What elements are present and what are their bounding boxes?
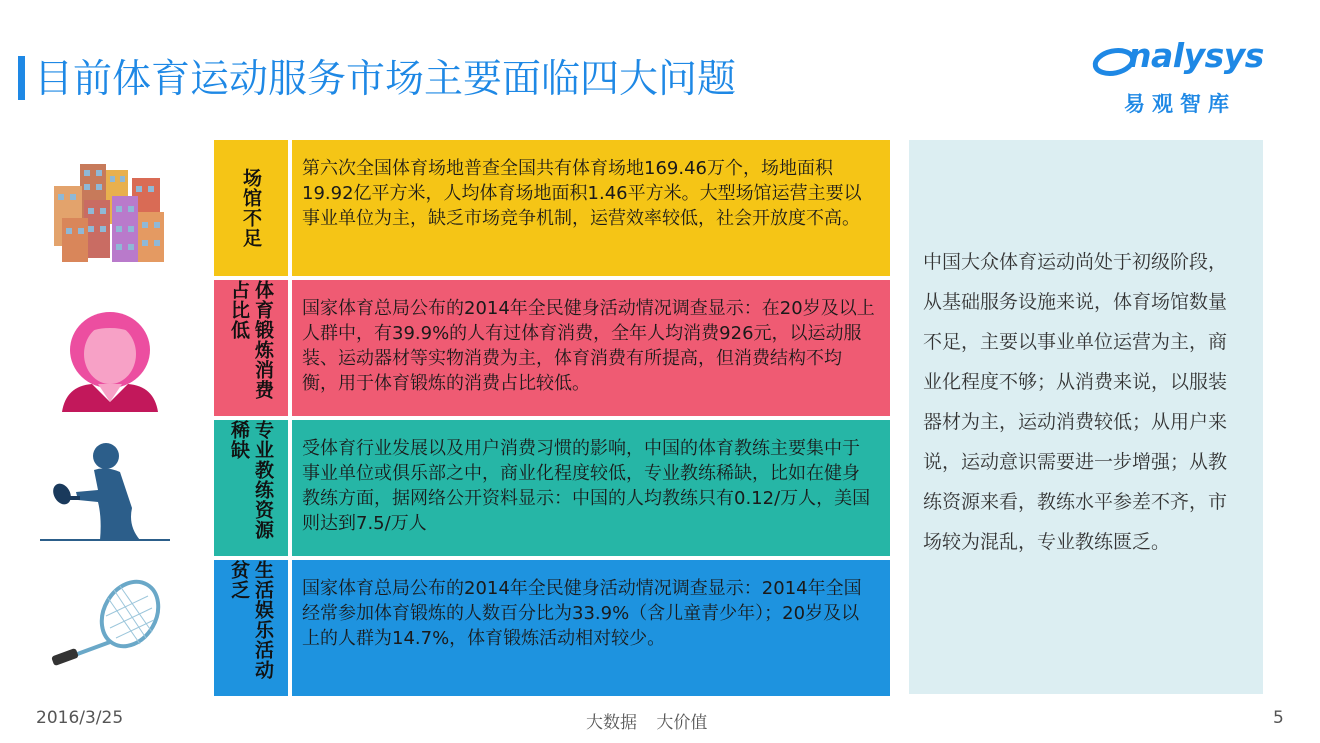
problem-card-leisure [214,560,890,696]
problem-label [214,140,288,276]
buildings-icon [50,156,170,268]
woman-avatar-icon [58,306,162,412]
page-number: 5 [1273,708,1284,728]
logo-wordmark: nalysys [1128,36,1264,75]
problem-card-consumption [214,280,890,416]
summary-panel [909,140,1263,694]
problem-label-text: 场馆不足 [240,168,262,248]
page-title: 目前体育运动服务市场主要面临四大问题 [34,57,737,102]
problem-label-text: 体育锻炼消费占比低 [228,280,274,400]
problem-label-text: 生活娱乐活动贫乏 [228,560,274,680]
problem-label [214,420,288,556]
analysys-logo [1090,36,1290,116]
problem-description: 国家体育总局公布的2014年全民健身活动情况调查显示：在20岁及以上人群中，有39.9%的人有过体育消费，全年人均消费926元，以运动服装、运动器材等实物消费为主，体育消费有所提高，但消费结构不均衡，用于体育锻炼的消费占比较低。 [292,280,890,416]
problem-label-text: 专业教练资源稀缺 [228,420,274,540]
footer-date: 2016/3/25 [36,708,124,728]
problem-label [214,280,288,416]
title-accent-bar [18,56,25,100]
problem-description: 受体育行业发展以及用户消费习惯的影响，中国的体育教练主要集中于事业单位或俱乐部之中，商业化程度较低，专业教练稀缺，比如在健身教练方面，据网络公开资料显示：中国的人均教练只有0.12/万人，美国则达到7.5/万人 [292,420,890,556]
badminton-racket-icon [48,576,166,676]
logo-chinese: 易观智库 [1124,92,1236,116]
summary-text: 中国大众体育运动尚处于初级阶段，从基础服务设施来说，体育场馆数量不足，主要以事业单位运营为主，商业化程度不够；从消费来说，以服装器材为主，运动消费较低；从用户来说，运动意识需要进一步增强；从教练资源来看，教练水平参差不齐，市场较为混乱，专业教练匮乏。 [923,251,1228,553]
table-tennis-player-icon [40,436,170,544]
problem-card-coaches [214,420,890,556]
problem-card-venues [214,140,890,276]
problem-description: 国家体育总局公布的2014年全民健身活动情况调查显示：2014年全国经常参加体育锻炼的人数百分比为33.9%（含儿童青少年）；20岁及以上的人群为14.7%，体育锻炼活动相对较少。 [292,560,890,696]
problem-label [214,560,288,696]
footer-slogan: 大数据 大价值 [586,713,708,733]
problem-description: 第六次全国体育场地普查全国共有体育场地169.46万个，场地面积19.92亿平方米，人均体育场地面积1.46平方米。大型场馆运营主要以事业单位为主，缺乏市场竞争机制，运营效率较低，社会开放度不高。 [292,140,890,276]
